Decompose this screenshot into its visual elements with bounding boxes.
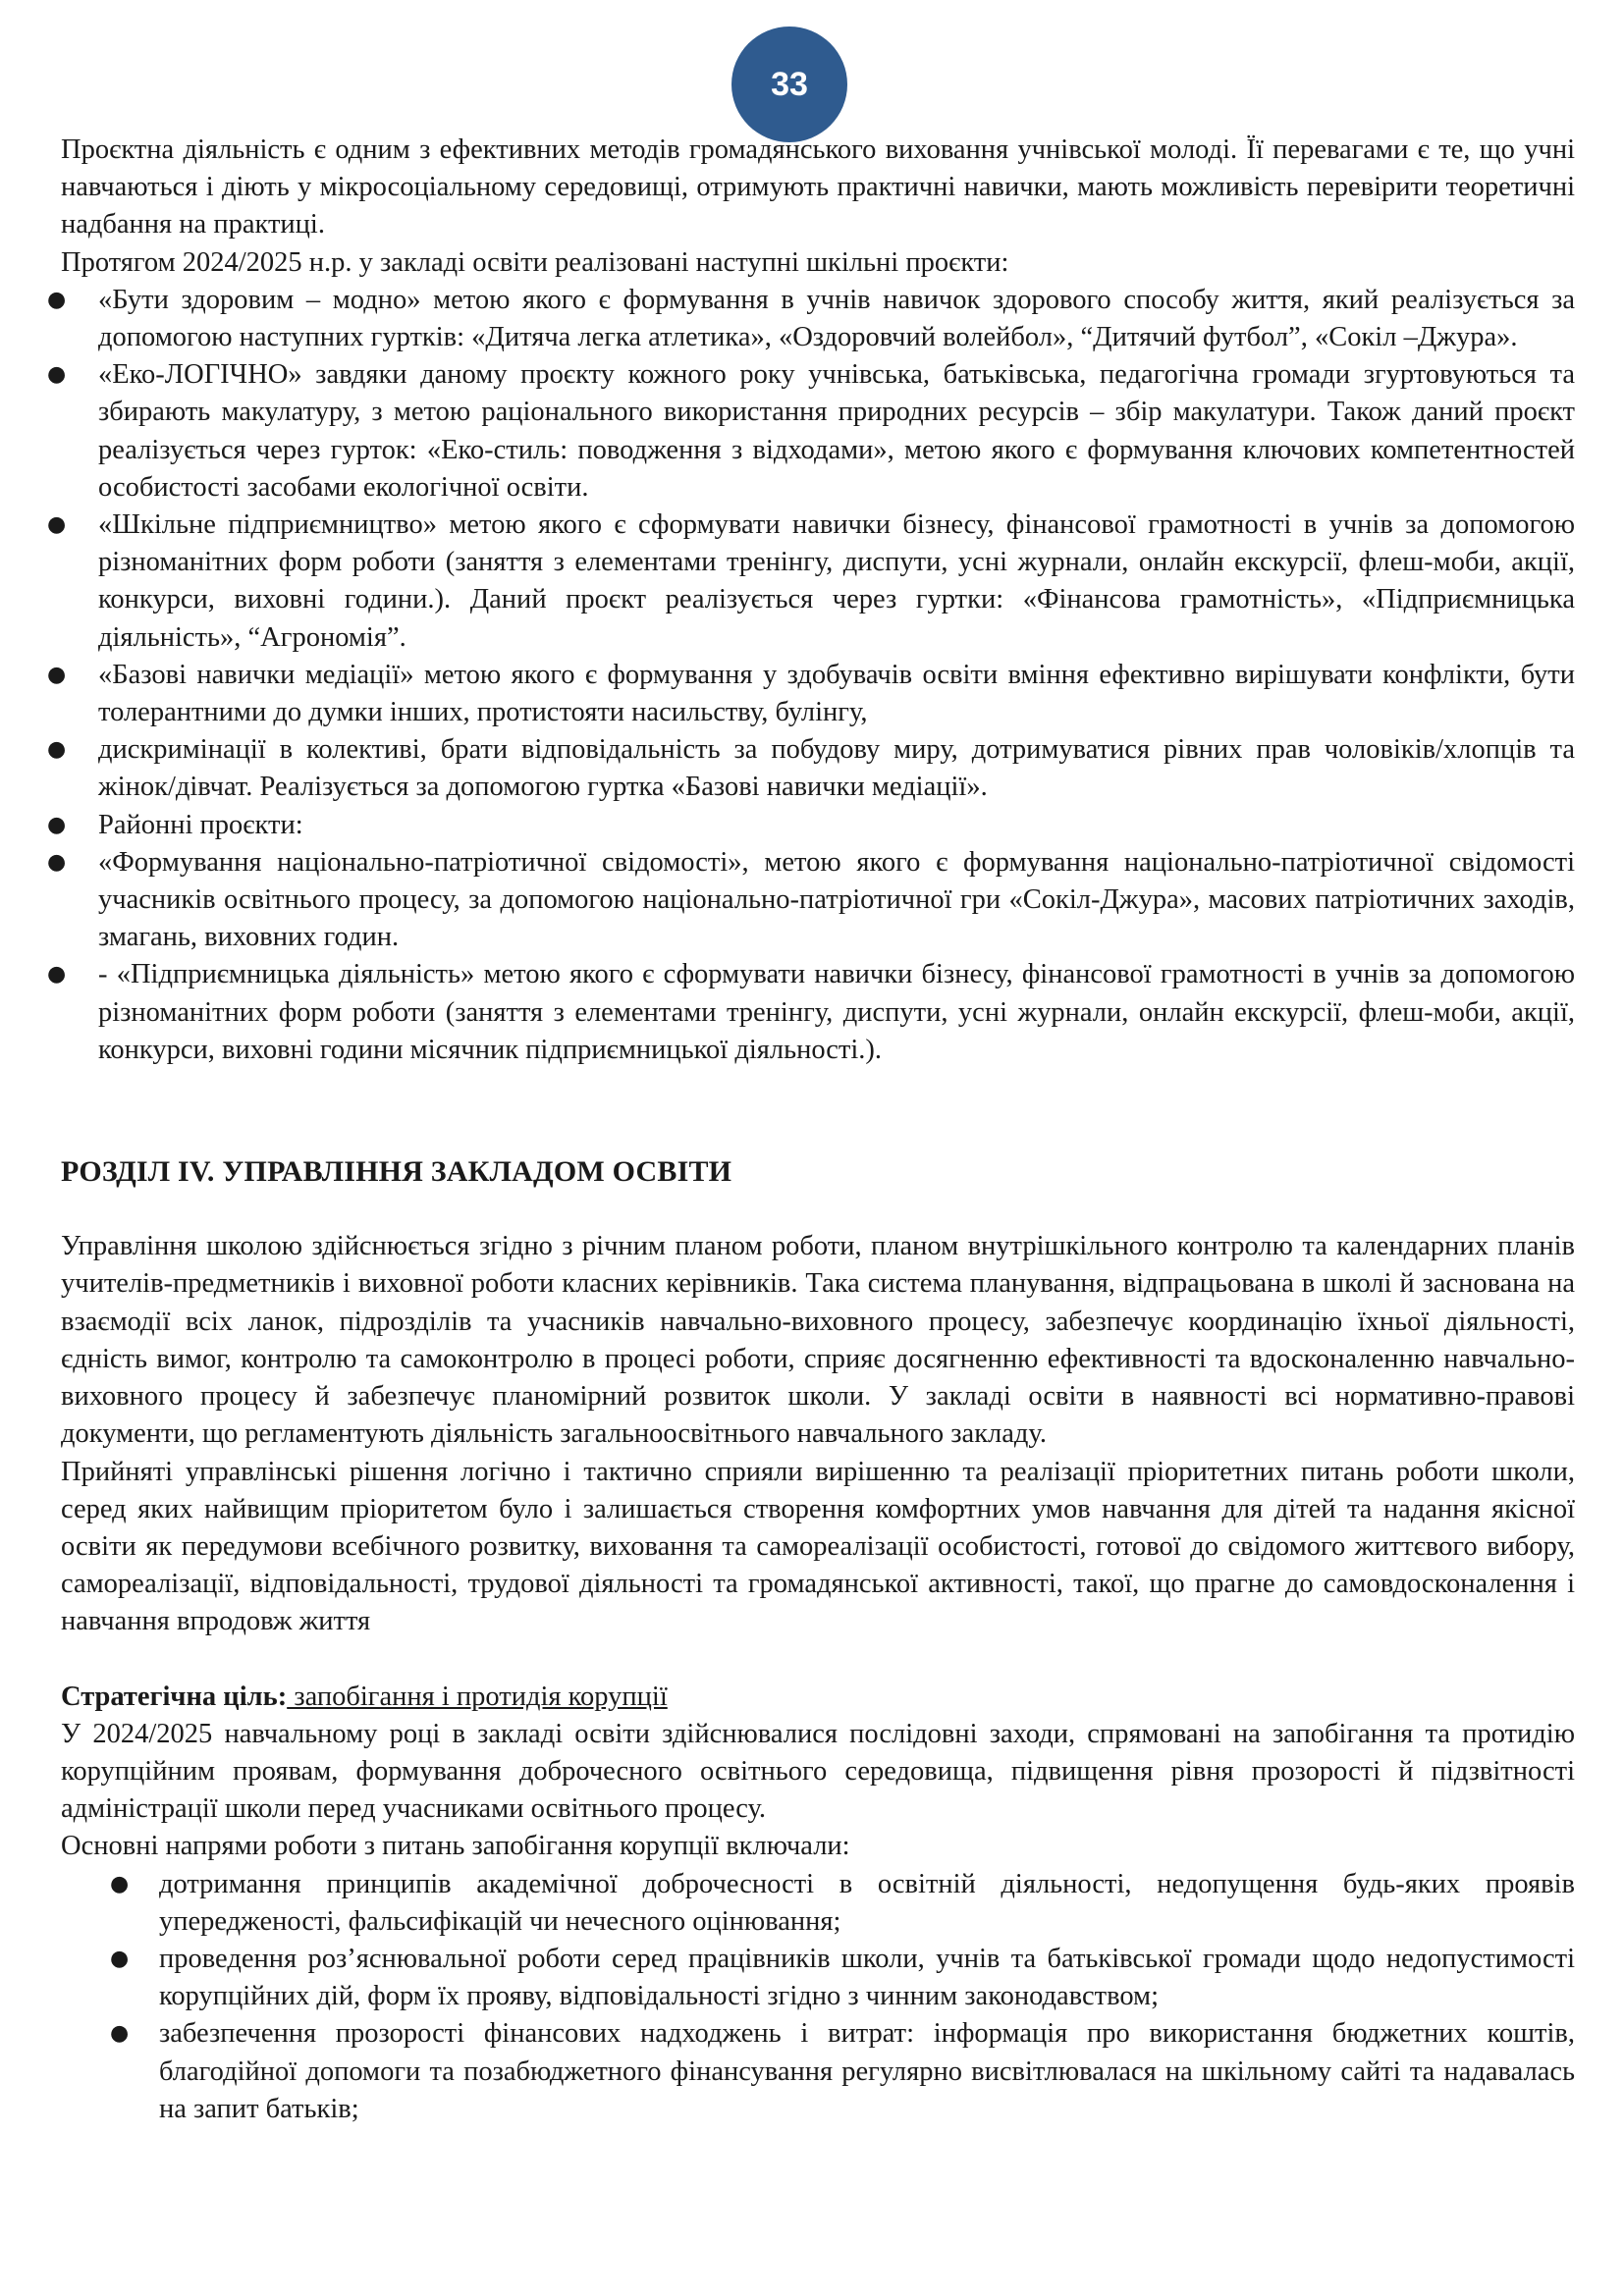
bullet-icon: ● [47, 362, 67, 388]
list-item: ● - «Підприємницька діяльність» метою якого є сформувати навички бізнесу, фінансової грамотності в учнів за допомогою різноманітних форм роботи (заняття з елементами тренінгу, диспути, усні журнали, онлайн екскурсії, флеш-моби, акції, конкурси, виховні години місячник підприємницької діяльності.). [61, 956, 1575, 1069]
strategic-goal-label: Стратегічна ціль: [61, 1681, 288, 1712]
management-paragraph-1: Управління школою здійснюється згідно з річним планом роботи, планом внутрішкільного контролю та календарних планів учителів-предметників і виховної роботи класних керівників. Така система планування, відпрацьована в школі й заснована на взаємодії всіх ланок, підрозділів та учасників навчально-виховного процесу, забезпечує координацію їхньої діяльності, єдність вимог, контролю та самоконтролю в процесі роботи, сприяє досягненню ефективності та вдосконаленню навчально-виховного процесу й забезпечує планомірний розвиток школи. У закладі освіти в наявності всі нормативно-правові документи, що регламентують діяльність загальноосвітнього навчального закладу. [61, 1231, 1575, 1450]
list-item: ● «Базові навички медіації» метою якого є формування у здобувачів освіти вміння ефективно вирішувати конфлікти, бути толерантними до думки інших, протистояти насильству, булінгу, [61, 657, 1575, 731]
bullet-icon: ● [47, 737, 67, 763]
anticorruption-paragraph: У 2024/2025 навчальному році в закладі освіти здійснювалися послідовні заходи, спрямовані на запобігання та протидію корупційним проявам, формування доброчесного освітнього середовища, підвищення рівня прозорості й підзвітності адміністрації школи перед учасниками освітнього процесу. [61, 1718, 1575, 1825]
bullet-icon: ● [47, 812, 67, 837]
list-item: ● Районні проєкти: [61, 807, 1575, 844]
section-heading: РОЗДІЛ IV. УПРАВЛІННЯ ЗАКЛАДОМ ОСВІТИ [61, 1155, 732, 1189]
bullet-icon: ● [110, 1871, 130, 1896]
page-content [47, 132, 1575, 2128]
list-item: ● забезпечення прозорості фінансових надходжень і витрат: інформація про використання бюджетних коштів, благодійної допомоги та позабюджетного фінансування регулярно висвітлювалася на шкільному сайті та надавалась на запит батьків; [61, 2015, 1575, 2128]
strategic-goal [61, 1679, 1575, 1716]
projects-list [47, 282, 1575, 1069]
list-item: ● «Бути здоровим – модно» метою якого є формування в учнів навичок здорового способу життя, який реалізується за допомогою наступних гуртків: «Дитяча легка атлетика», «Оздоровчий волейбол», “Дитячий футбол”, «Сокіл –Джура». [61, 282, 1575, 356]
list-item: ● проведення роз’яснювальної роботи серед працівників школи, учнів та батьківської громади щодо недопустимості корупційних дій, форм їх прояву, відповідальності згідно з чинним законодавством; [61, 1941, 1575, 2015]
directions-lead: Основні напрями роботи з питань запобігання корупції включали: [61, 1831, 850, 1862]
strategic-goal-value: запобігання і протидія корупції [287, 1681, 668, 1712]
bullet-icon: ● [47, 662, 67, 687]
list-item: ● «Формування національно-патріотичної свідомості», метою якого є формування національно-патріотичної свідомості учасників освітнього процесу, за допомогою національно-патріотичної гри «Сокіл-Джура», масових патріотичних заходів, змагань, виховних годин. [61, 844, 1575, 957]
bullet-icon: ● [47, 962, 67, 988]
bullet-icon: ● [110, 2021, 130, 2047]
page-number-badge: 33 [731, 27, 847, 142]
management-paragraph-2: Прийняті управлінські рішення логічно і тактично сприяли вирішенню та реалізації пріоритетних питань роботи школи, серед яких найвищим пріоритетом було і залишається створення комфортних умов навчання для дітей та надання якісної освіти як передумови всебічного розвитку, виховання та самореалізації особистості, готової до свідомого життєвого вибору, самореалізації, відповідальності, трудової діяльності та громадянської активності, такої, що прагне до самовдосконалення і навчання впродовж життя [61, 1456, 1575, 1637]
bullet-icon: ● [47, 849, 67, 875]
list-item: ● дискримінації в колективі, брати відповідальність за побудову миру, дотримуватися рівних прав чоловіків/хлопців та жінок/дівчат. Реалізується за допомогою гуртка «Базові навички медіації». [61, 731, 1575, 806]
directions-list [61, 1866, 1575, 2128]
list-item: ● «Шкільне підприємництво» метою якого є сформувати навички бізнесу, фінансової грамотності в учнів за допомогою різноманітних форм роботи (заняття з елементами тренінгу, диспути, усні журнали, онлайн екскурсії, флеш-моби, акції, конкурси, виховні години.). Даний проєкт реалізується через гуртки: «Фінансова грамотність», «Підприємницька діяльність», “Агрономія”. [61, 507, 1575, 657]
bullet-icon: ● [47, 512, 67, 538]
intro-paragraph: Проєктна діяльність є одним з ефективних методів громадянського виховання учнівської молоді. Її перевагами є те, що учні навчаються і діють у мікросоціальному середовищі, отримують практичні навички, мають можливість перевірити теоретичні надбання на практиці. [61, 134, 1575, 240]
list-item: ● дотримання принципів академічної доброчесності в освітній діяльності, недопущення будь-яких проявів упередженості, фальсифікацій чи нечесного оцінювання; [61, 1866, 1575, 1941]
bullet-icon: ● [47, 287, 67, 312]
bullet-icon: ● [110, 1946, 130, 1971]
projects-lead: Протягом 2024/2025 н.р. у закладі освіти реалізовані наступні шкільні проєкти: [61, 246, 1009, 278]
list-item: ● «Еко-ЛОГІЧНО» завдяки даному проєкту кожного року учнівська, батьківська, педагогічна громади згуртовуються та збирають макулатуру, з метою раціонального використання природних ресурсів – збір макулатури. Також даний проєкт реалізується через гурток: «Еко-стиль: поводження з відходами», метою якого є формування ключових компетентностей особистості засобами екологічної освіти. [61, 356, 1575, 507]
